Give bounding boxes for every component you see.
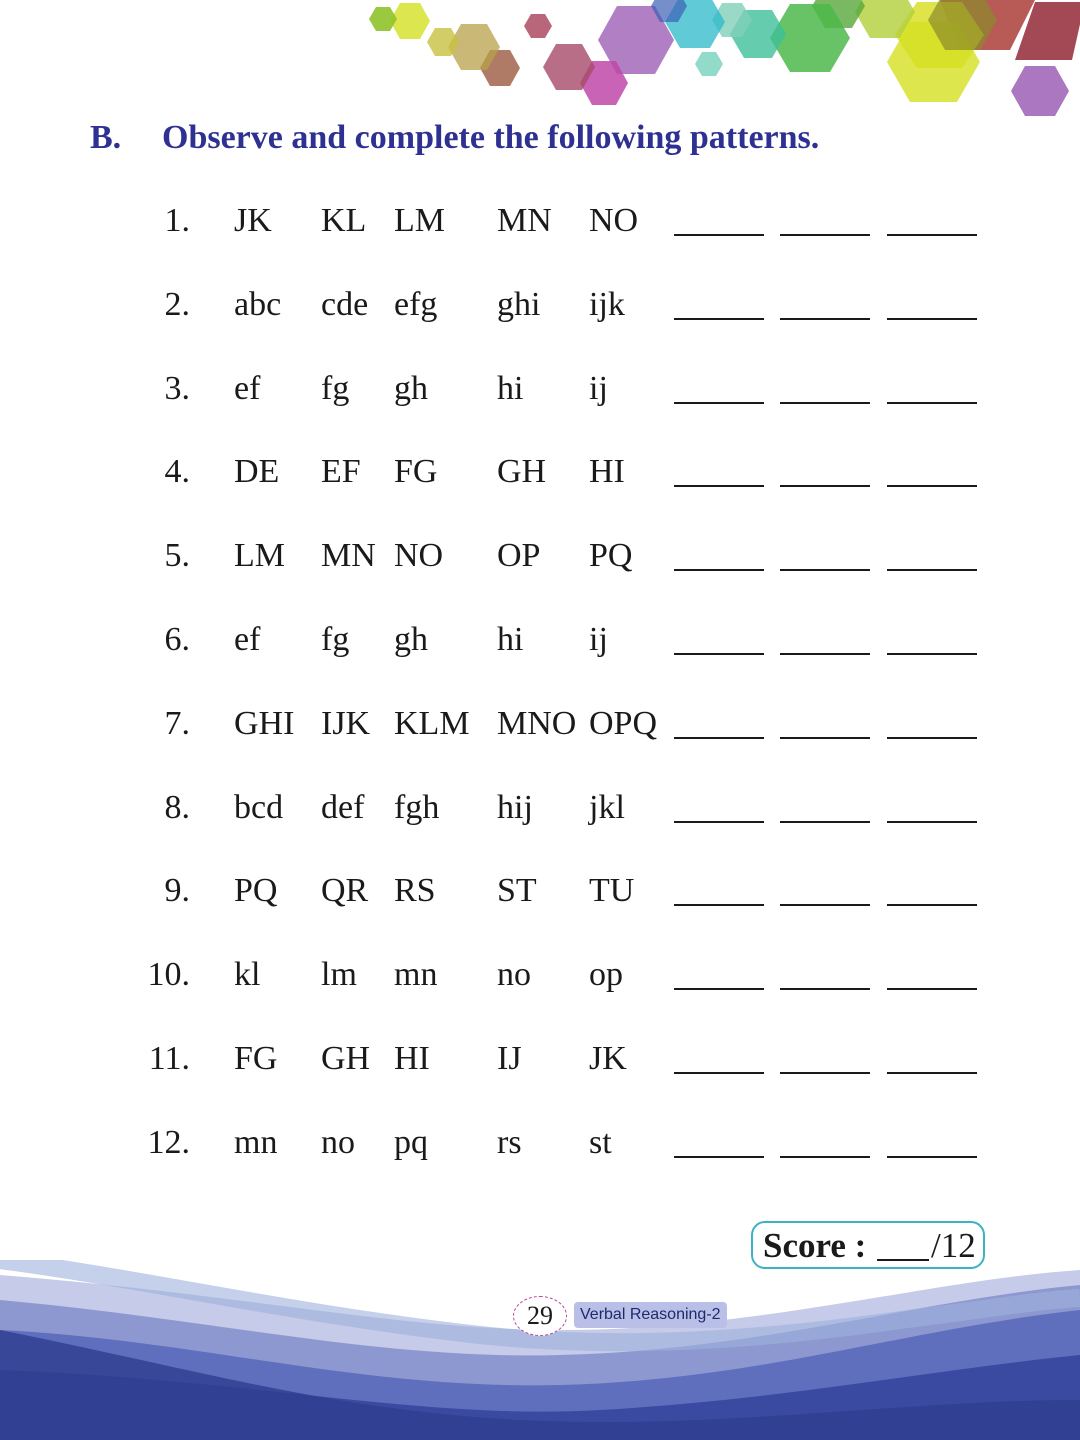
pattern-term: lm [321, 956, 357, 994]
answer-blank[interactable] [780, 988, 870, 990]
wave-decoration [0, 1260, 1080, 1440]
answer-blank[interactable] [887, 904, 977, 906]
pattern-term: GH [321, 1040, 371, 1077]
answer-blank[interactable] [887, 737, 977, 739]
pattern-term: RS [394, 872, 436, 910]
pattern-term: GH [497, 453, 547, 491]
pattern-term: KL [321, 202, 367, 239]
pattern-number: 4. [164, 453, 190, 491]
score-label: Score : [763, 1226, 867, 1265]
answer-blank[interactable] [887, 234, 977, 236]
pattern-number: 10. [147, 956, 190, 994]
pattern-term: abc [234, 285, 282, 323]
pattern-term: EF [321, 453, 361, 491]
pattern-row [0, 447, 1080, 497]
pattern-term: LM [394, 202, 445, 239]
pattern-term: ef [234, 369, 261, 407]
pattern-term: OPQ [589, 704, 658, 742]
pattern-term: MNO [497, 704, 577, 742]
pattern-term: TU [589, 872, 635, 910]
pattern-row [0, 1034, 1080, 1084]
pattern-term: JK [234, 202, 272, 239]
answer-blank[interactable] [780, 318, 870, 320]
answer-blank[interactable] [674, 1072, 764, 1074]
pattern-term: IJK [321, 704, 371, 742]
pattern-number: 11. [148, 1040, 190, 1077]
answer-blank[interactable] [887, 653, 977, 655]
page-number: 29 [513, 1296, 567, 1336]
answer-blank[interactable] [674, 402, 764, 404]
pattern-term: efg [394, 285, 438, 323]
pattern-number: 8. [164, 788, 190, 826]
pattern-term: MN [497, 202, 552, 239]
pattern-term: no [497, 956, 531, 994]
pattern-term: op [589, 956, 623, 994]
answer-blank[interactable] [780, 821, 870, 823]
pattern-row [0, 783, 1080, 833]
pattern-term: cde [321, 285, 369, 323]
score-total: /12 [931, 1226, 976, 1265]
pattern-term: hij [497, 788, 533, 826]
answer-blank[interactable] [674, 653, 764, 655]
answer-blank[interactable] [674, 821, 764, 823]
answer-blank[interactable] [887, 821, 977, 823]
answer-blank[interactable] [887, 988, 977, 990]
pattern-term: LM [234, 537, 285, 575]
pattern-term: MN [321, 537, 376, 575]
pattern-term: fg [321, 621, 350, 658]
pattern-term: NO [394, 537, 444, 575]
pattern-term: rs [497, 1123, 522, 1161]
answer-blank[interactable] [887, 1072, 977, 1074]
answer-blank[interactable] [887, 569, 977, 571]
answer-blank[interactable] [887, 485, 977, 487]
pattern-term: hi [497, 369, 524, 407]
answer-blank[interactable] [780, 904, 870, 906]
hexagon-decoration [0, 0, 1080, 130]
pattern-term: HI [394, 1040, 430, 1077]
pattern-term: hi [497, 621, 524, 658]
answer-blank[interactable] [780, 1156, 870, 1158]
pattern-number: 1. [164, 202, 190, 239]
answer-blank[interactable] [887, 1156, 977, 1158]
pattern-term: fgh [394, 788, 440, 826]
pattern-number: 6. [164, 621, 190, 658]
pattern-term: PQ [234, 872, 278, 910]
section-title: Observe and complete the following patterns. [162, 119, 820, 156]
pattern-term: ef [234, 621, 261, 658]
pattern-term: KLM [394, 704, 470, 742]
pattern-number: 3. [164, 369, 190, 407]
pattern-row [0, 615, 1080, 665]
pattern-term: ijk [589, 285, 625, 323]
pattern-term: fg [321, 369, 350, 407]
pattern-term: def [321, 788, 365, 826]
pattern-term: mn [234, 1123, 278, 1161]
pattern-row [0, 364, 1080, 414]
pattern-term: JK [589, 1040, 627, 1077]
book-title-tag: Verbal Reasoning-2 [574, 1302, 727, 1328]
answer-blank[interactable] [887, 318, 977, 320]
answer-blank[interactable] [780, 485, 870, 487]
answer-blank[interactable] [780, 234, 870, 236]
pattern-term: ij [589, 621, 608, 658]
pattern-number: 7. [164, 704, 190, 742]
pattern-term: bcd [234, 788, 284, 826]
pattern-row [0, 699, 1080, 749]
score-box [751, 1221, 985, 1269]
answer-blank[interactable] [674, 485, 764, 487]
answer-blank[interactable] [780, 653, 870, 655]
answer-blank[interactable] [887, 402, 977, 404]
pattern-term: IJ [497, 1040, 522, 1077]
answer-blank[interactable] [674, 1156, 764, 1158]
pattern-term: FG [394, 453, 438, 491]
pattern-term: PQ [589, 537, 633, 575]
pattern-number: 9. [164, 872, 190, 910]
score-blank[interactable] [877, 1259, 929, 1261]
pattern-term: NO [589, 202, 639, 239]
pattern-term: pq [394, 1123, 428, 1161]
pattern-row [0, 866, 1080, 916]
answer-blank[interactable] [674, 737, 764, 739]
pattern-term: FG [234, 1040, 278, 1077]
pattern-term: gh [394, 369, 428, 407]
pattern-row [0, 531, 1080, 581]
answer-blank[interactable] [674, 234, 764, 236]
answer-blank[interactable] [674, 904, 764, 906]
pattern-row [0, 196, 1080, 246]
answer-blank[interactable] [674, 569, 764, 571]
pattern-term: jkl [589, 788, 625, 826]
pattern-term: ST [497, 872, 537, 910]
pattern-number: 2. [164, 285, 190, 323]
section-letter: B. [90, 119, 122, 156]
pattern-row [0, 280, 1080, 330]
pattern-row [0, 950, 1080, 1000]
pattern-number: 5. [164, 537, 190, 575]
pattern-term: mn [394, 956, 438, 994]
pattern-term: gh [394, 621, 428, 658]
answer-blank[interactable] [674, 318, 764, 320]
answer-blank[interactable] [780, 402, 870, 404]
answer-blank[interactable] [674, 988, 764, 990]
pattern-term: ghi [497, 285, 541, 323]
pattern-row [0, 1118, 1080, 1168]
answer-blank[interactable] [780, 737, 870, 739]
pattern-term: st [589, 1123, 612, 1161]
pattern-term: no [321, 1123, 355, 1161]
pattern-term: HI [589, 453, 625, 491]
answer-blank[interactable] [780, 1072, 870, 1074]
pattern-term: QR [321, 872, 369, 910]
answer-blank[interactable] [780, 569, 870, 571]
pattern-term: ij [589, 369, 608, 407]
pattern-number: 12. [147, 1123, 190, 1161]
pattern-term: OP [497, 537, 541, 575]
pattern-term: GHI [234, 704, 295, 742]
pattern-term: kl [234, 956, 261, 994]
pattern-term: DE [234, 453, 280, 491]
